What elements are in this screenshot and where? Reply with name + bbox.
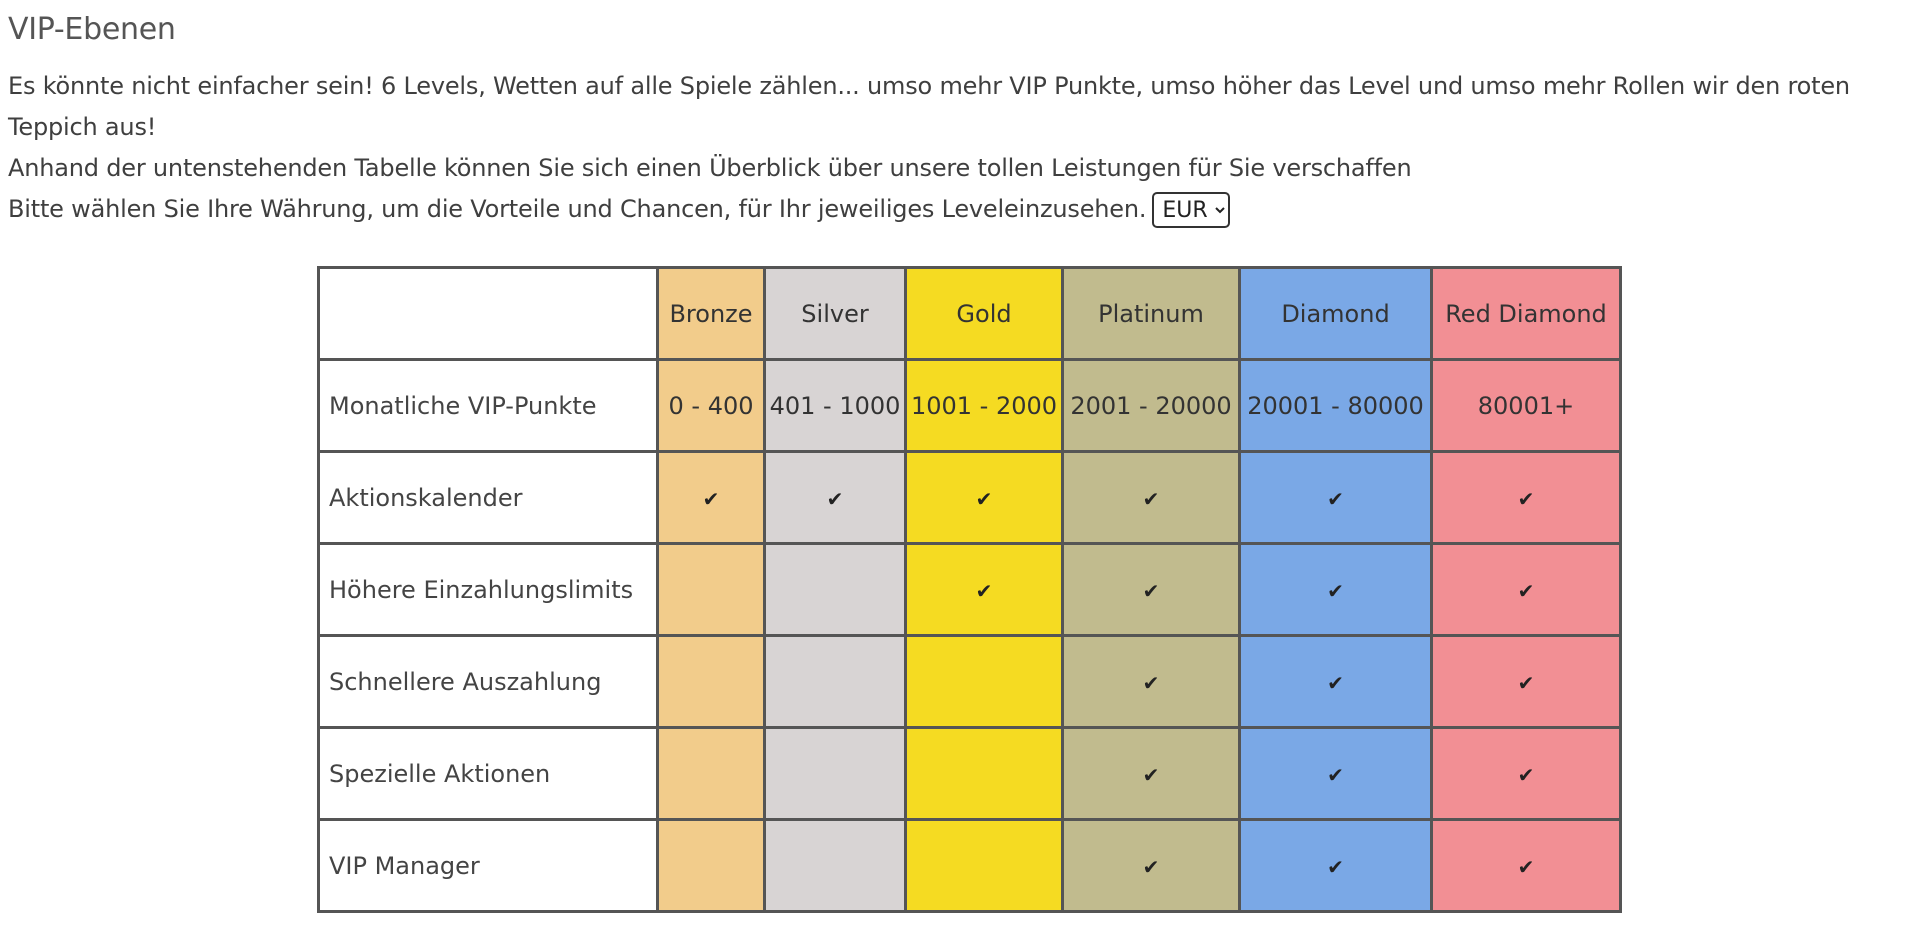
check-icon: ✔ bbox=[1142, 762, 1160, 787]
row-label: Monatliche VIP-Punkte bbox=[319, 360, 658, 452]
points-cell-bronze: 0 - 400 bbox=[658, 360, 765, 452]
intro-line-3 bbox=[8, 189, 1908, 230]
check-icon: ✔ bbox=[1142, 578, 1160, 603]
intro-text bbox=[8, 66, 1908, 230]
benefit-cell-platinum bbox=[1063, 728, 1240, 820]
table-row bbox=[319, 544, 1621, 636]
benefit-cell-silver bbox=[765, 544, 906, 636]
check-icon: ✔ bbox=[702, 486, 720, 511]
benefit-cell-red-diamond bbox=[1432, 728, 1621, 820]
check-icon: ✔ bbox=[1517, 854, 1535, 879]
benefit-cell-bronze bbox=[658, 544, 765, 636]
benefit-cell-platinum bbox=[1063, 544, 1240, 636]
benefit-cell-diamond bbox=[1240, 544, 1432, 636]
benefit-cell-diamond bbox=[1240, 728, 1432, 820]
check-icon: ✔ bbox=[1517, 670, 1535, 695]
check-icon: ✔ bbox=[1517, 578, 1535, 603]
benefit-cell-bronze bbox=[658, 820, 765, 912]
row-label: Aktionskalender bbox=[319, 452, 658, 544]
benefit-cell-red-diamond bbox=[1432, 636, 1621, 728]
vip-levels-table bbox=[317, 266, 1622, 913]
points-cell-diamond: 20001 - 80000 bbox=[1240, 360, 1432, 452]
table-body bbox=[319, 360, 1621, 912]
benefit-cell-gold bbox=[906, 636, 1063, 728]
benefit-cell-gold bbox=[906, 820, 1063, 912]
tier-header-bronze: Bronze bbox=[658, 268, 765, 360]
corner-cell bbox=[319, 268, 658, 360]
benefit-cell-red-diamond bbox=[1432, 820, 1621, 912]
table-row bbox=[319, 820, 1621, 912]
benefit-cell-platinum bbox=[1063, 452, 1240, 544]
tier-header-gold: Gold bbox=[906, 268, 1063, 360]
benefit-cell-silver bbox=[765, 820, 906, 912]
row-label: Schnellere Auszahlung bbox=[319, 636, 658, 728]
check-icon: ✔ bbox=[1327, 578, 1344, 603]
row-label: Spezielle Aktionen bbox=[319, 728, 658, 820]
benefit-cell-diamond bbox=[1240, 636, 1432, 728]
intro-line-2: Anhand der untenstehenden Tabelle können Sie sich einen Überblick über unsere tollen Leistungen für Sie verschaffen bbox=[8, 154, 1412, 182]
intro-line-3-text: Bitte wählen Sie Ihre Währung, um die Vorteile und Chancen, für Ihr jeweiliges Leveleinzusehen. bbox=[8, 195, 1147, 223]
tier-header-silver: Silver bbox=[765, 268, 906, 360]
tier-header-red-diamond: Red Diamond bbox=[1432, 268, 1621, 360]
points-cell-red-diamond: 80001+ bbox=[1432, 360, 1621, 452]
row-label: Höhere Einzahlungslimits bbox=[319, 544, 658, 636]
benefit-cell-diamond bbox=[1240, 452, 1432, 544]
tier-header-diamond: Diamond bbox=[1240, 268, 1432, 360]
benefit-cell-bronze bbox=[658, 636, 765, 728]
page-title: VIP-Ebenen bbox=[8, 12, 176, 47]
tier-header-row bbox=[319, 268, 1621, 360]
benefit-cell-platinum bbox=[1063, 820, 1240, 912]
check-icon: ✔ bbox=[826, 486, 844, 511]
table-row bbox=[319, 636, 1621, 728]
check-icon: ✔ bbox=[1327, 762, 1344, 787]
check-icon: ✔ bbox=[1327, 670, 1344, 695]
benefit-cell-red-diamond bbox=[1432, 452, 1621, 544]
benefit-cell-bronze bbox=[658, 728, 765, 820]
check-icon: ✔ bbox=[1327, 854, 1344, 879]
check-icon: ✔ bbox=[1517, 762, 1535, 787]
points-cell-silver: 401 - 1000 bbox=[765, 360, 906, 452]
benefit-cell-silver bbox=[765, 728, 906, 820]
row-label: VIP Manager bbox=[319, 820, 658, 912]
tier-header-platinum: Platinum bbox=[1063, 268, 1240, 360]
points-cell-gold: 1001 - 2000 bbox=[906, 360, 1063, 452]
table-row bbox=[319, 360, 1621, 452]
benefit-cell-bronze bbox=[658, 452, 765, 544]
check-icon: ✔ bbox=[1517, 486, 1535, 511]
intro-line-1: Es könnte nicht einfacher sein! 6 Levels, Wetten auf alle Spiele zählen... umso mehr VIP Punkte, umso höher das Level und umso mehr Rollen wir den roten Teppich aus! bbox=[8, 72, 1850, 141]
benefit-cell-gold bbox=[906, 728, 1063, 820]
benefit-cell-red-diamond bbox=[1432, 544, 1621, 636]
check-icon: ✔ bbox=[975, 578, 993, 603]
benefit-cell-gold bbox=[906, 544, 1063, 636]
check-icon: ✔ bbox=[1142, 670, 1160, 695]
currency-select[interactable] bbox=[1152, 192, 1230, 228]
check-icon: ✔ bbox=[1142, 854, 1160, 879]
benefit-cell-silver bbox=[765, 452, 906, 544]
check-icon: ✔ bbox=[1142, 486, 1160, 511]
benefit-cell-gold bbox=[906, 452, 1063, 544]
table-row bbox=[319, 728, 1621, 820]
points-cell-platinum: 2001 - 20000 bbox=[1063, 360, 1240, 452]
benefit-cell-platinum bbox=[1063, 636, 1240, 728]
check-icon: ✔ bbox=[975, 486, 993, 511]
check-icon: ✔ bbox=[1327, 486, 1344, 511]
benefit-cell-diamond bbox=[1240, 820, 1432, 912]
table-row bbox=[319, 452, 1621, 544]
benefit-cell-silver bbox=[765, 636, 906, 728]
vip-content bbox=[8, 0, 1908, 230]
